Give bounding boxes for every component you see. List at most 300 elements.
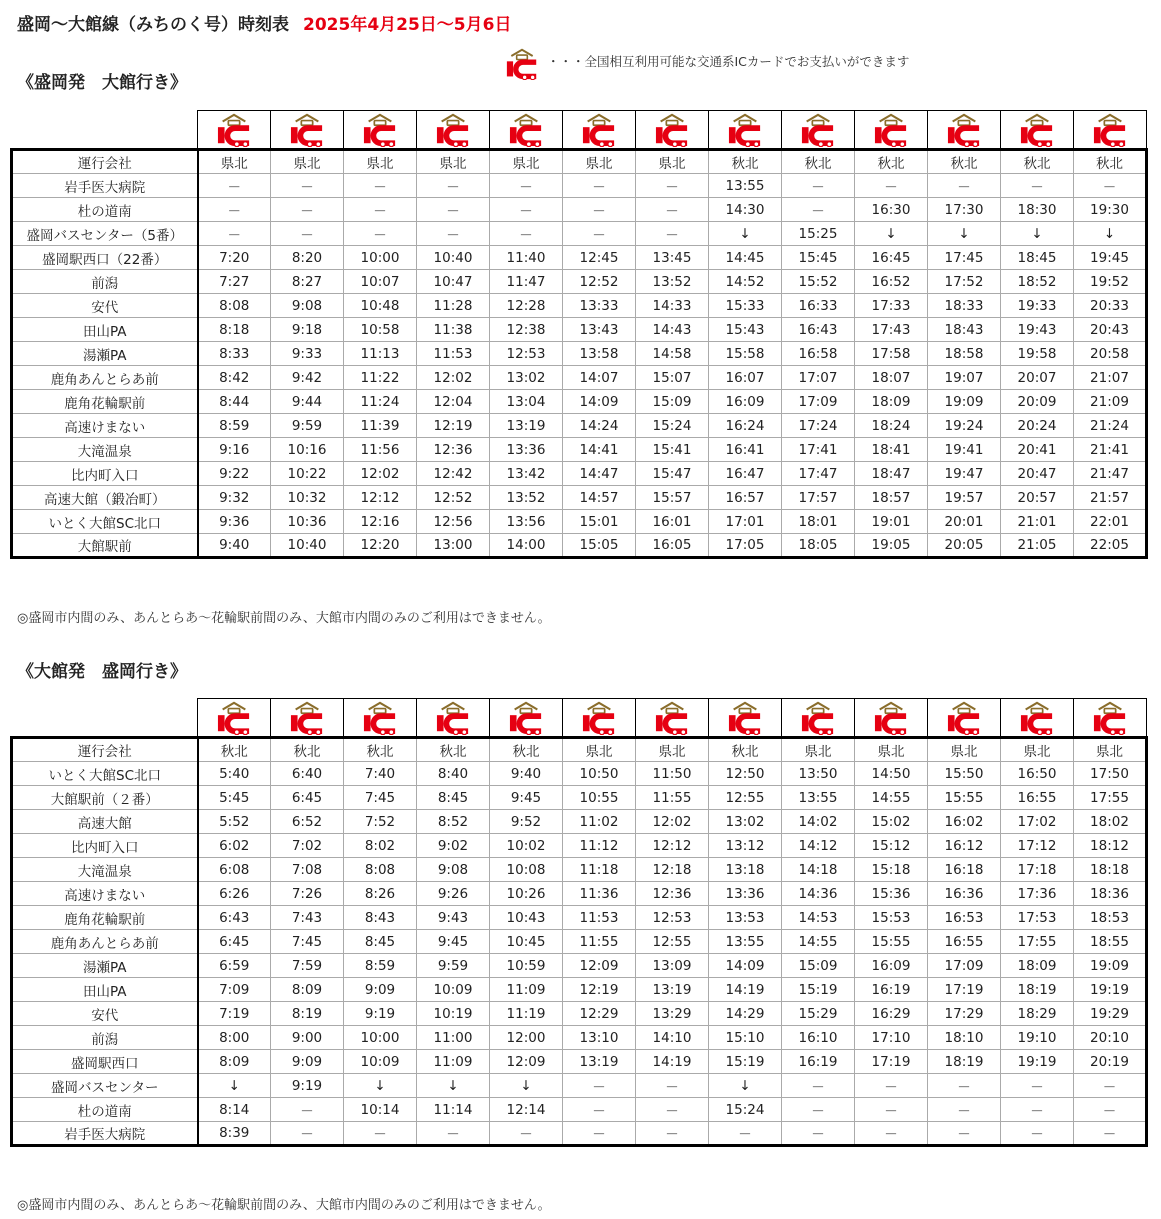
timetable-row bbox=[12, 930, 1147, 954]
timetable-outbound bbox=[10, 110, 1148, 559]
ic-card-icon bbox=[271, 111, 344, 150]
timetable-row bbox=[12, 270, 1147, 294]
stop-name: 盛岡バスセンター bbox=[12, 1074, 198, 1098]
time-cell: 16:58 bbox=[782, 342, 855, 366]
time-cell: 18:12 bbox=[1074, 834, 1147, 858]
time-cell: 19:58 bbox=[1001, 342, 1074, 366]
time-cell: 22:05 bbox=[1074, 534, 1147, 558]
time-cell: 9:22 bbox=[198, 462, 271, 486]
timetable-inbound bbox=[10, 698, 1148, 1147]
time-cell: 12:19 bbox=[563, 978, 636, 1002]
time-cell: － bbox=[855, 1098, 928, 1122]
time-cell: 14:45 bbox=[709, 246, 782, 270]
time-cell: － bbox=[1001, 1074, 1074, 1098]
time-cell: 8:44 bbox=[198, 390, 271, 414]
time-cell: 6:45 bbox=[271, 786, 344, 810]
time-cell: 12:04 bbox=[417, 390, 490, 414]
ic-card-icon bbox=[928, 699, 1001, 738]
timetable-row bbox=[12, 318, 1147, 342]
ic-card-icon bbox=[198, 111, 271, 150]
ic-card-icon bbox=[563, 111, 636, 150]
time-cell: 10:07 bbox=[344, 270, 417, 294]
section-title-outbound: 《盛岡発 大館行き》 bbox=[17, 73, 187, 93]
time-cell: － bbox=[198, 174, 271, 198]
time-cell: － bbox=[928, 1122, 1001, 1146]
time-cell: 12:18 bbox=[636, 858, 709, 882]
time-cell: 14:19 bbox=[709, 978, 782, 1002]
time-cell: 20:43 bbox=[1074, 318, 1147, 342]
time-cell: 17:19 bbox=[928, 978, 1001, 1002]
time-cell: ↓ bbox=[1001, 222, 1074, 246]
time-cell: 10:00 bbox=[344, 246, 417, 270]
time-cell: 17:55 bbox=[1001, 930, 1074, 954]
time-cell: 15:45 bbox=[782, 246, 855, 270]
time-cell: 12:12 bbox=[344, 486, 417, 510]
time-cell: － bbox=[782, 1122, 855, 1146]
time-cell: 16:50 bbox=[1001, 762, 1074, 786]
time-cell: 17:47 bbox=[782, 462, 855, 486]
time-cell: 13:33 bbox=[563, 294, 636, 318]
time-cell: － bbox=[417, 222, 490, 246]
stop-name: 湯瀬PA bbox=[12, 954, 198, 978]
time-cell: 18:09 bbox=[1001, 954, 1074, 978]
time-cell: 14:52 bbox=[709, 270, 782, 294]
time-cell: 16:01 bbox=[636, 510, 709, 534]
time-cell: 14:07 bbox=[563, 366, 636, 390]
time-cell: 15:53 bbox=[855, 906, 928, 930]
time-cell: 15:02 bbox=[855, 810, 928, 834]
ic-card-icon bbox=[490, 111, 563, 150]
time-cell: 14:55 bbox=[855, 786, 928, 810]
time-cell: 9:42 bbox=[271, 366, 344, 390]
ic-card-icon bbox=[855, 699, 928, 738]
time-cell: － bbox=[490, 1122, 563, 1146]
time-cell: 19:19 bbox=[1001, 1050, 1074, 1074]
time-cell: 16:53 bbox=[928, 906, 1001, 930]
time-cell: 19:41 bbox=[928, 438, 1001, 462]
time-cell: 11:24 bbox=[344, 390, 417, 414]
timetable-row bbox=[12, 1074, 1147, 1098]
ic-card-icon bbox=[1074, 699, 1147, 738]
time-cell: － bbox=[417, 1122, 490, 1146]
time-cell: 11:18 bbox=[563, 858, 636, 882]
stop-name: 鹿角あんとらあ前 bbox=[12, 930, 198, 954]
time-cell: － bbox=[1074, 1122, 1147, 1146]
time-cell: 19:43 bbox=[1001, 318, 1074, 342]
operator-row bbox=[12, 150, 1147, 174]
time-cell: － bbox=[636, 198, 709, 222]
time-cell: 17:30 bbox=[928, 198, 1001, 222]
time-cell: 16:33 bbox=[782, 294, 855, 318]
time-cell: 18:55 bbox=[1074, 930, 1147, 954]
time-cell: 8:26 bbox=[344, 882, 417, 906]
time-cell: 16:12 bbox=[928, 834, 1001, 858]
ic-card-icon bbox=[344, 699, 417, 738]
time-cell: 8:52 bbox=[417, 810, 490, 834]
time-cell: 11:55 bbox=[563, 930, 636, 954]
time-cell: 18:45 bbox=[1001, 246, 1074, 270]
time-cell: 17:43 bbox=[855, 318, 928, 342]
time-cell: － bbox=[417, 198, 490, 222]
time-cell: 5:45 bbox=[198, 786, 271, 810]
time-cell: 16:19 bbox=[782, 1050, 855, 1074]
time-cell: 18:02 bbox=[1074, 810, 1147, 834]
time-cell: 11:56 bbox=[344, 438, 417, 462]
ic-card-icon bbox=[417, 699, 490, 738]
time-cell: 8:42 bbox=[198, 366, 271, 390]
time-cell: 19:19 bbox=[1074, 978, 1147, 1002]
time-cell: 11:09 bbox=[417, 1050, 490, 1074]
time-cell: 14:02 bbox=[782, 810, 855, 834]
time-cell: 20:47 bbox=[1001, 462, 1074, 486]
timetable-row bbox=[12, 222, 1147, 246]
time-cell: 8:45 bbox=[417, 786, 490, 810]
time-cell: 18:18 bbox=[1074, 858, 1147, 882]
time-cell: 16:41 bbox=[709, 438, 782, 462]
time-cell: － bbox=[563, 1122, 636, 1146]
time-cell: 9:32 bbox=[198, 486, 271, 510]
time-cell: 7:45 bbox=[344, 786, 417, 810]
time-cell: 8:27 bbox=[271, 270, 344, 294]
time-cell: 16:36 bbox=[928, 882, 1001, 906]
time-cell: 7:08 bbox=[271, 858, 344, 882]
time-cell: 13:55 bbox=[709, 174, 782, 198]
time-cell: 6:40 bbox=[271, 762, 344, 786]
time-cell: 10:09 bbox=[344, 1050, 417, 1074]
time-cell: － bbox=[563, 174, 636, 198]
operator-cell: 県北 bbox=[490, 150, 563, 174]
operator-cell: 県北 bbox=[198, 150, 271, 174]
time-cell: 20:07 bbox=[1001, 366, 1074, 390]
time-cell: 19:09 bbox=[928, 390, 1001, 414]
time-cell: 16:05 bbox=[636, 534, 709, 558]
time-cell: 17:09 bbox=[928, 954, 1001, 978]
time-cell: 14:43 bbox=[636, 318, 709, 342]
time-cell: 11:50 bbox=[636, 762, 709, 786]
time-cell: 12:45 bbox=[563, 246, 636, 270]
timetable-row bbox=[12, 906, 1147, 930]
ic-icon-row bbox=[12, 111, 1147, 150]
title-text: 盛岡～大館線（みちのく号）時刻表 bbox=[17, 15, 289, 35]
time-cell: － bbox=[563, 1098, 636, 1122]
time-cell: 15:25 bbox=[782, 222, 855, 246]
time-cell: 16:07 bbox=[709, 366, 782, 390]
time-cell: 7:27 bbox=[198, 270, 271, 294]
time-cell: ↓ bbox=[709, 1074, 782, 1098]
time-cell: 18:29 bbox=[1001, 1002, 1074, 1026]
timetable-row bbox=[12, 786, 1147, 810]
time-cell: 11:47 bbox=[490, 270, 563, 294]
time-cell: 19:57 bbox=[928, 486, 1001, 510]
time-cell: 13:10 bbox=[563, 1026, 636, 1050]
time-cell: 20:19 bbox=[1074, 1050, 1147, 1074]
time-cell: 6:59 bbox=[198, 954, 271, 978]
time-cell: 10:32 bbox=[271, 486, 344, 510]
time-cell: 9:08 bbox=[417, 858, 490, 882]
time-cell: 10:02 bbox=[490, 834, 563, 858]
time-cell: 13:02 bbox=[490, 366, 563, 390]
time-cell: 10:43 bbox=[490, 906, 563, 930]
time-cell: 9:26 bbox=[417, 882, 490, 906]
time-cell: 22:01 bbox=[1074, 510, 1147, 534]
time-cell: 19:07 bbox=[928, 366, 1001, 390]
time-cell: － bbox=[782, 1074, 855, 1098]
time-cell: 8:43 bbox=[344, 906, 417, 930]
timetable-row bbox=[12, 1122, 1147, 1146]
operator-cell: 秋北 bbox=[709, 150, 782, 174]
time-cell: 12:20 bbox=[344, 534, 417, 558]
operator-cell: 県北 bbox=[928, 738, 1001, 762]
time-cell: 11:00 bbox=[417, 1026, 490, 1050]
time-cell: － bbox=[1074, 174, 1147, 198]
time-cell: 8:09 bbox=[271, 978, 344, 1002]
time-cell: － bbox=[1001, 1122, 1074, 1146]
time-cell: 11:55 bbox=[636, 786, 709, 810]
time-cell: 15:29 bbox=[782, 1002, 855, 1026]
operator-cell: 秋北 bbox=[198, 738, 271, 762]
time-cell: 7:45 bbox=[271, 930, 344, 954]
time-cell: － bbox=[636, 1098, 709, 1122]
operator-cell: 秋北 bbox=[271, 738, 344, 762]
ic-card-icon bbox=[1001, 699, 1074, 738]
time-cell: 15:41 bbox=[636, 438, 709, 462]
time-cell: 9:36 bbox=[198, 510, 271, 534]
time-cell: － bbox=[1074, 1074, 1147, 1098]
time-cell: 12:12 bbox=[636, 834, 709, 858]
time-cell: 13:52 bbox=[490, 486, 563, 510]
time-cell: 5:40 bbox=[198, 762, 271, 786]
time-cell: 14:36 bbox=[782, 882, 855, 906]
time-cell: 18:24 bbox=[855, 414, 928, 438]
time-cell: 18:19 bbox=[928, 1050, 1001, 1074]
operator-cell: 県北 bbox=[855, 738, 928, 762]
time-cell: 7:40 bbox=[344, 762, 417, 786]
time-cell: 18:30 bbox=[1001, 198, 1074, 222]
time-cell: 9:44 bbox=[271, 390, 344, 414]
time-cell: ↓ bbox=[490, 1074, 563, 1098]
time-cell: 9:45 bbox=[417, 930, 490, 954]
time-cell: 12:09 bbox=[563, 954, 636, 978]
time-cell: 11:02 bbox=[563, 810, 636, 834]
time-cell: 8:39 bbox=[198, 1122, 271, 1146]
stop-name: 杜の道南 bbox=[12, 198, 198, 222]
time-cell: 17:09 bbox=[782, 390, 855, 414]
timetable-row bbox=[12, 1050, 1147, 1074]
time-cell: 19:10 bbox=[1001, 1026, 1074, 1050]
ic-card-icon bbox=[636, 699, 709, 738]
operator-cell: 県北 bbox=[636, 738, 709, 762]
time-cell: 18:43 bbox=[928, 318, 1001, 342]
time-cell: － bbox=[271, 1098, 344, 1122]
stop-name: 大滝温泉 bbox=[12, 858, 198, 882]
stop-name: 比内町入口 bbox=[12, 834, 198, 858]
timetable-row bbox=[12, 246, 1147, 270]
time-cell: 12:29 bbox=[563, 1002, 636, 1026]
time-cell: － bbox=[636, 1074, 709, 1098]
ic-card-icon bbox=[490, 699, 563, 738]
time-cell: － bbox=[636, 1122, 709, 1146]
operator-cell: 県北 bbox=[782, 738, 855, 762]
time-cell: 13:09 bbox=[636, 954, 709, 978]
ic-card-icon bbox=[563, 699, 636, 738]
time-cell: 13:18 bbox=[709, 858, 782, 882]
time-cell: － bbox=[344, 174, 417, 198]
time-cell: － bbox=[928, 1074, 1001, 1098]
time-cell: 8:20 bbox=[271, 246, 344, 270]
time-cell: 21:47 bbox=[1074, 462, 1147, 486]
ic-card-icon bbox=[198, 699, 271, 738]
time-cell: 15:36 bbox=[855, 882, 928, 906]
stop-name: 高速大館 bbox=[12, 810, 198, 834]
time-cell: 9:19 bbox=[344, 1002, 417, 1026]
time-cell: 15:57 bbox=[636, 486, 709, 510]
operator-cell: 秋北 bbox=[709, 738, 782, 762]
time-cell: 21:09 bbox=[1074, 390, 1147, 414]
time-cell: 14:58 bbox=[636, 342, 709, 366]
ic-card-icon bbox=[1074, 111, 1147, 150]
time-cell: 15:05 bbox=[563, 534, 636, 558]
time-cell: 7:20 bbox=[198, 246, 271, 270]
time-cell: 12:14 bbox=[490, 1098, 563, 1122]
time-cell: 18:10 bbox=[928, 1026, 1001, 1050]
time-cell: 19:24 bbox=[928, 414, 1001, 438]
time-cell: 17:29 bbox=[928, 1002, 1001, 1026]
time-cell: 14:09 bbox=[563, 390, 636, 414]
time-cell: 13:19 bbox=[563, 1050, 636, 1074]
time-cell: － bbox=[271, 198, 344, 222]
time-cell: 7:09 bbox=[198, 978, 271, 1002]
time-cell: 13:56 bbox=[490, 510, 563, 534]
timetable-row bbox=[12, 834, 1147, 858]
time-cell: 15:33 bbox=[709, 294, 782, 318]
time-cell: 13:53 bbox=[709, 906, 782, 930]
time-cell: 14:50 bbox=[855, 762, 928, 786]
time-cell: － bbox=[928, 1098, 1001, 1122]
time-cell: 14:55 bbox=[782, 930, 855, 954]
time-cell: 18:41 bbox=[855, 438, 928, 462]
time-cell: 16:30 bbox=[855, 198, 928, 222]
time-cell: 20:58 bbox=[1074, 342, 1147, 366]
time-cell: － bbox=[855, 1122, 928, 1146]
time-cell: 8:40 bbox=[417, 762, 490, 786]
time-cell: － bbox=[490, 222, 563, 246]
time-cell: 17:12 bbox=[1001, 834, 1074, 858]
time-cell: 18:57 bbox=[855, 486, 928, 510]
time-cell: 20:01 bbox=[928, 510, 1001, 534]
time-cell: 12:50 bbox=[709, 762, 782, 786]
time-cell: 8:02 bbox=[344, 834, 417, 858]
stop-name: 湯瀬PA bbox=[12, 342, 198, 366]
time-cell: 14:30 bbox=[709, 198, 782, 222]
stop-name: 盛岡駅西口（22番） bbox=[12, 246, 198, 270]
time-cell: 19:30 bbox=[1074, 198, 1147, 222]
time-cell: 17:58 bbox=[855, 342, 928, 366]
stop-name: いとく大館SC北口 bbox=[12, 762, 198, 786]
time-cell: 9:45 bbox=[490, 786, 563, 810]
time-cell: 15:01 bbox=[563, 510, 636, 534]
time-cell: 8:14 bbox=[198, 1098, 271, 1122]
stop-name: 岩手医大病院 bbox=[12, 174, 198, 198]
time-cell: 12:16 bbox=[344, 510, 417, 534]
timetable-row bbox=[12, 882, 1147, 906]
time-cell: 17:53 bbox=[1001, 906, 1074, 930]
operator-row bbox=[12, 738, 1147, 762]
time-cell: 10:50 bbox=[563, 762, 636, 786]
time-cell: 17:36 bbox=[1001, 882, 1074, 906]
time-cell: 12:52 bbox=[563, 270, 636, 294]
time-cell: 15:58 bbox=[709, 342, 782, 366]
operator-cell: 県北 bbox=[417, 150, 490, 174]
time-cell: 12:53 bbox=[636, 906, 709, 930]
stop-name: 前潟 bbox=[12, 270, 198, 294]
operator-cell: 県北 bbox=[1074, 738, 1147, 762]
time-cell: 18:47 bbox=[855, 462, 928, 486]
time-cell: － bbox=[636, 174, 709, 198]
time-cell: 16:24 bbox=[709, 414, 782, 438]
operator-cell: 県北 bbox=[563, 738, 636, 762]
stop-name: 比内町入口 bbox=[12, 462, 198, 486]
operator-cell: 秋北 bbox=[417, 738, 490, 762]
stop-name: 杜の道南 bbox=[12, 1098, 198, 1122]
time-cell: 11:38 bbox=[417, 318, 490, 342]
time-cell: 17:05 bbox=[709, 534, 782, 558]
operator-cell: 県北 bbox=[271, 150, 344, 174]
time-cell: 9:59 bbox=[271, 414, 344, 438]
time-cell: 16:43 bbox=[782, 318, 855, 342]
time-cell: 10:59 bbox=[490, 954, 563, 978]
stop-name: 鹿角あんとらあ前 bbox=[12, 366, 198, 390]
time-cell: 16:19 bbox=[855, 978, 928, 1002]
time-cell: 20:41 bbox=[1001, 438, 1074, 462]
operator-label: 運行会社 bbox=[12, 150, 198, 174]
time-cell: 9:02 bbox=[417, 834, 490, 858]
timetable-row bbox=[12, 978, 1147, 1002]
time-cell: 17:07 bbox=[782, 366, 855, 390]
timetable-row bbox=[12, 1002, 1147, 1026]
time-cell: 15:43 bbox=[709, 318, 782, 342]
ic-card-icon bbox=[928, 111, 1001, 150]
time-cell: 14:24 bbox=[563, 414, 636, 438]
time-cell: － bbox=[782, 198, 855, 222]
stop-name: 大館駅前 bbox=[12, 534, 198, 558]
ic-card-icon bbox=[782, 699, 855, 738]
time-cell: － bbox=[1074, 1098, 1147, 1122]
time-cell: 11:19 bbox=[490, 1002, 563, 1026]
time-cell: 10:48 bbox=[344, 294, 417, 318]
time-cell: 13:12 bbox=[709, 834, 782, 858]
ic-card-icon bbox=[709, 699, 782, 738]
time-cell: 16:52 bbox=[855, 270, 928, 294]
time-cell: 11:28 bbox=[417, 294, 490, 318]
time-cell: 19:45 bbox=[1074, 246, 1147, 270]
time-cell: 13:52 bbox=[636, 270, 709, 294]
time-cell: 19:33 bbox=[1001, 294, 1074, 318]
time-cell: 18:52 bbox=[1001, 270, 1074, 294]
time-cell: 11:09 bbox=[490, 978, 563, 1002]
time-cell: － bbox=[271, 222, 344, 246]
time-cell: 10:26 bbox=[490, 882, 563, 906]
timetable-row bbox=[12, 390, 1147, 414]
timetable-row bbox=[12, 294, 1147, 318]
timetable-row bbox=[12, 1098, 1147, 1122]
time-cell: － bbox=[198, 222, 271, 246]
time-cell: 16:55 bbox=[928, 930, 1001, 954]
time-cell: 7:26 bbox=[271, 882, 344, 906]
time-cell: 17:52 bbox=[928, 270, 1001, 294]
time-cell: 7:02 bbox=[271, 834, 344, 858]
operator-cell: 秋北 bbox=[782, 150, 855, 174]
time-cell: 17:01 bbox=[709, 510, 782, 534]
